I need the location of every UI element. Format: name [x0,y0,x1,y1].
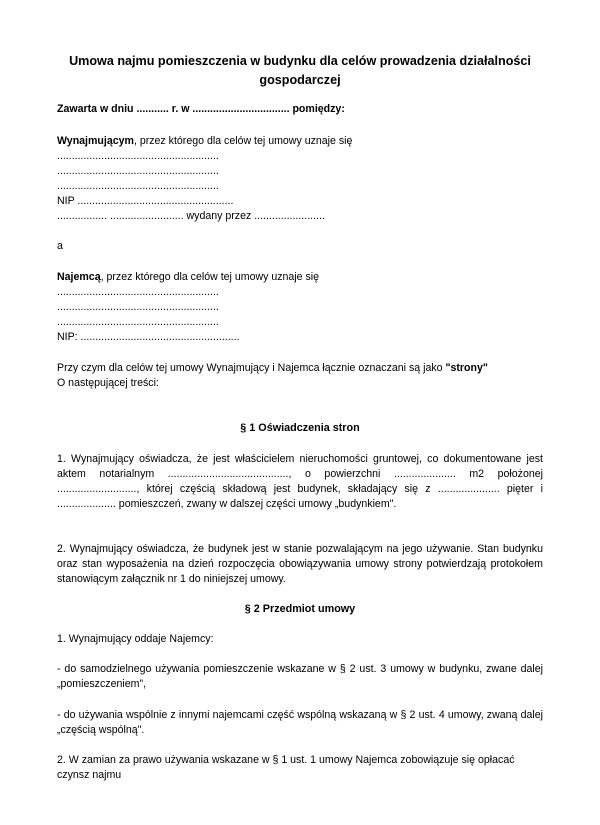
landlord-id-line: ................. ......................... wydany przez ........................ [57,210,325,222]
section-2-paragraph-2: 2. W zamian za prawo używania wskazane w § 1 ust. 1 umowy Najemca zobowiązuje się opłacać czynsz najmu [57,754,515,781]
concluded-line: Zawarta w dniu ........... r. w ................................. pomiędzy: [57,103,345,115]
and-connector: a [57,240,63,252]
section-2-item-2: - do używania wspólnie z innymi najemcami część wspólną wskazaną w § 2 ust. 4 umowy, zwaną dalej „częścią wspólną". [57,709,543,736]
document-title: Umowa najmu pomieszczenia w budynku dla celów prowadzenia działalności gospodarczej [69,54,531,87]
tenant-intro-text: , przez którego dla celów tej umowy uznaje się [100,271,320,283]
landlord-blank-line: ....................................................... [57,150,219,162]
tenant-blank-line: ....................................................... [57,286,219,298]
tenant-blank-line: ....................................................... [57,301,219,313]
following-content: O następującej treści: [57,377,159,389]
landlord-intro [57,134,543,149]
section-2-paragraph-1: 1. Wynajmujący oddaje Najemcy: [57,633,214,645]
section-1-paragraph-1: 1. Wynajmujący oświadcza, że jest właścicielem nieruchomości gruntowej, co dokumentowane jest aktem notarialnym ........................................., o powierzchni ..................... m2 położonej ..........................., której częścią składową jest budynek, składający się z ..................... pięter i .................... pomieszczeń, zwany w dalszej części umowy „budynkiem". [57,453,543,510]
landlord-label: Wynajmującym [57,135,134,147]
section-1-paragraph-2: 2. Wynajmujący oświadcza, że budynek jest w stanie pozwalającym na jego używanie. Stan budynku oraz stan wyposażenia na dzień rozpoczęcia obowiązywania umowy strony potwierdzają protokołem stanowiącym załącznik nr 1 do niniejszej umowy. [57,543,543,585]
landlord-intro-text: , przez którego dla celów tej umowy uznaje się [133,135,353,147]
section-2-heading: § 2 Przedmiot umowy [244,603,356,615]
landlord-nip: NIP ..................................................... [57,195,234,207]
landlord-blank-line: ....................................................... [57,165,219,177]
parties-text: Przy czym dla celów tej umowy Wynajmujący i Najemca łącznie oznaczani są jako [57,362,446,374]
section-2-item-1: - do samodzielnego używania pomieszczenie wskazane w § 2 ust. 3 umowy w budynku, zwane dalej „pomieszczeniem", [57,663,543,690]
parties-definition [57,361,543,376]
tenant-label: Najemcą [57,271,101,283]
section-1-heading: § 1 Oświadczenia stron [240,422,360,434]
landlord-blank-line: ....................................................... [57,180,219,192]
tenant-blank-line: ....................................................... [57,316,219,328]
parties-term: "strony" [445,362,488,374]
tenant-nip: NIP: ...................................................... [57,331,240,343]
tenant-intro [57,270,543,285]
